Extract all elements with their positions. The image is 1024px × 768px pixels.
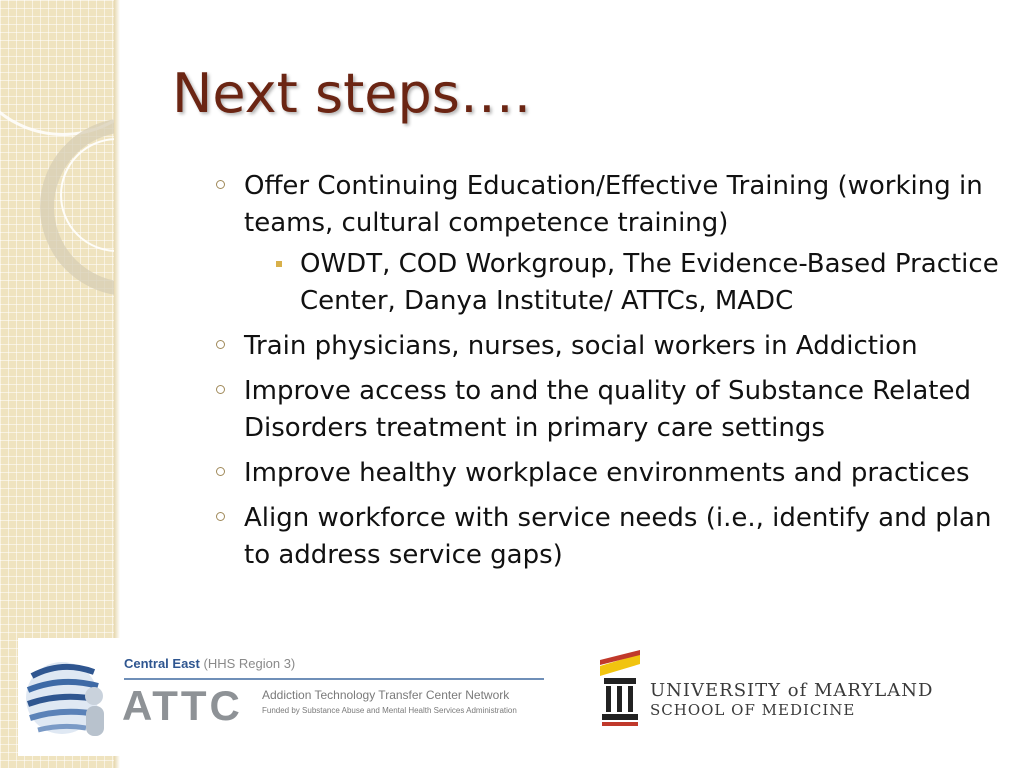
bullet-list <box>214 168 1004 582</box>
square-bullet-icon <box>276 261 282 267</box>
list-item <box>214 373 1004 447</box>
list-item <box>214 500 1004 574</box>
decorative-ring <box>0 0 114 136</box>
sub-list-item-text: OWDT, COD Workgroup, The Evidence-Based Practice Center, Danya Institute/ ATTCs, MADC <box>300 249 999 316</box>
attc-full-name: Addiction Technology Transfer Center Network <box>262 688 510 702</box>
umd-name: UNIVERSITY of MARYLAND <box>650 680 934 701</box>
list-item <box>214 455 1004 492</box>
ring-bullet-icon <box>216 512 225 521</box>
attc-logo-text: ATTC <box>122 682 243 729</box>
attc-region: Central East (HHS Region 3) <box>124 656 296 671</box>
umd-shield-icon <box>596 650 644 728</box>
ring-bullet-icon <box>216 467 225 476</box>
attc-globe-icon <box>22 648 118 744</box>
ring-bullet-icon <box>216 180 225 189</box>
footer-logos <box>18 638 1018 756</box>
list-item-text: Improve access to and the quality of Substance Related Disorders treatment in primary care settings <box>244 376 971 443</box>
list-item <box>214 328 1004 365</box>
attc-funded-line: Funded by Substance Abuse and Mental Health Services Administration <box>262 706 517 715</box>
list-item <box>214 168 1004 320</box>
ring-bullet-icon <box>216 385 225 394</box>
list-item-text: Train physicians, nurses, social workers in Addiction <box>244 331 918 361</box>
slide-title: Next steps…. <box>172 62 532 125</box>
ring-bullet-icon <box>216 340 225 349</box>
list-item-text: Offer Continuing Education/Effective Training (working in teams, cultural competence training) <box>244 171 983 238</box>
list-item-text: Improve healthy workplace environments and practices <box>244 458 970 488</box>
attc-divider <box>124 678 544 680</box>
umd-school: SCHOOL OF MEDICINE <box>650 701 856 719</box>
list-item-text: Align workforce with service needs (i.e., identify and plan to address service gaps) <box>244 503 992 570</box>
sub-list-item <box>244 246 1004 320</box>
